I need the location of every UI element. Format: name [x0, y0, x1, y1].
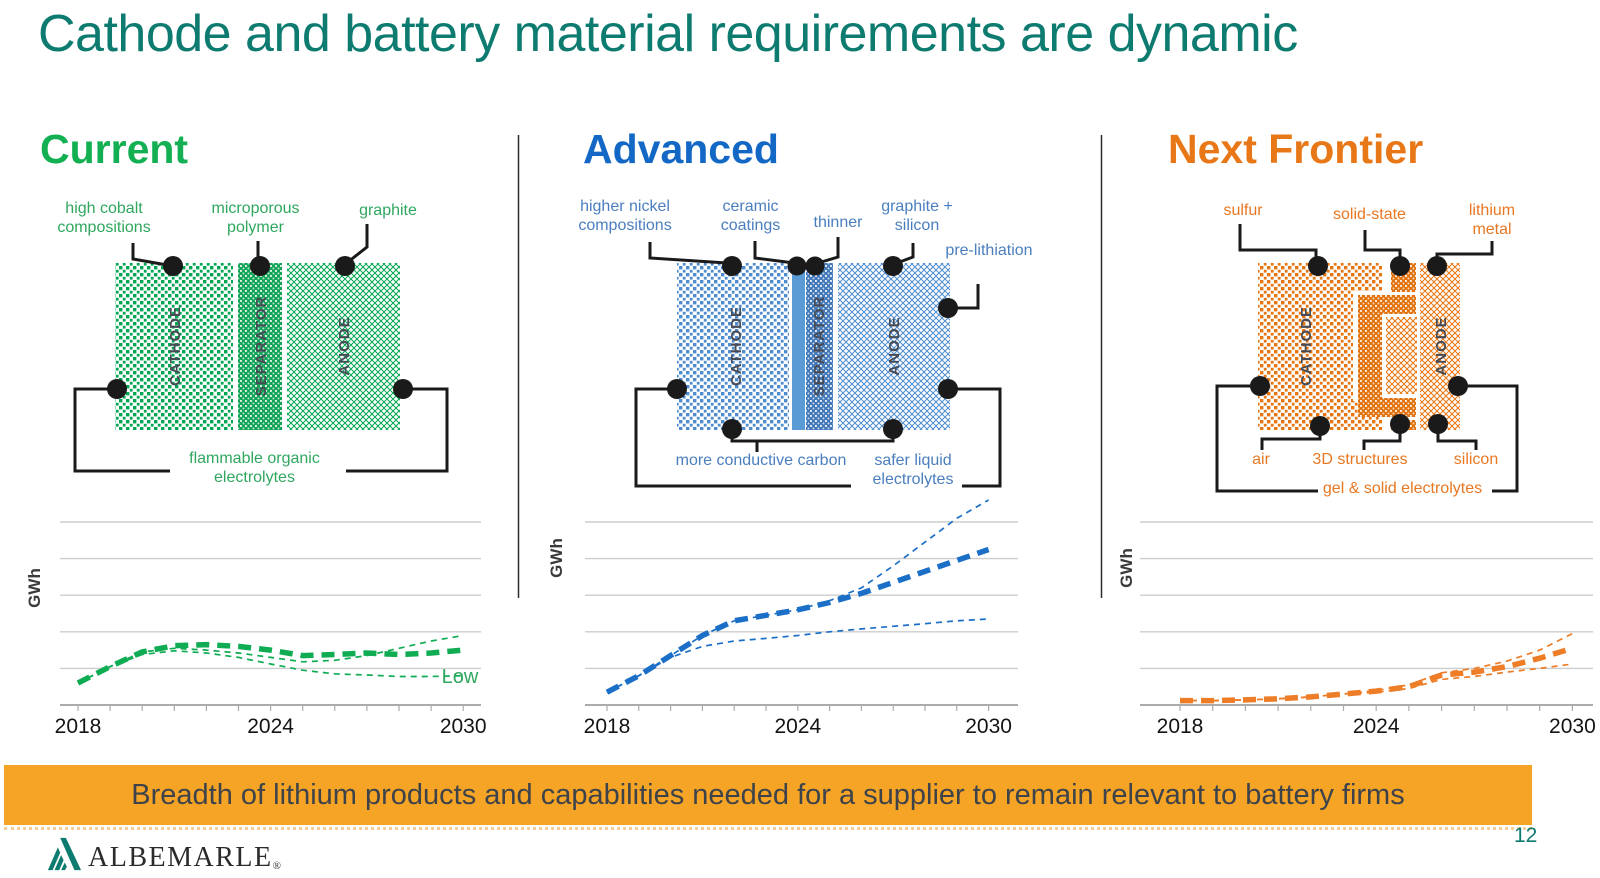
chart-next-frontier — [1140, 522, 1596, 738]
albemarle-logo — [46, 836, 281, 872]
series-base-demand — [1180, 648, 1572, 700]
callout-label-safer-electrolytes: safer liquid electrolytes — [872, 452, 954, 489]
y-axis-label-advanced: GWh — [547, 538, 566, 578]
callout-label-conductive-carbon: more conductive carbon — [675, 452, 847, 469]
panel-heading-current: Current — [40, 126, 189, 172]
callout-label-silicon: silicon — [1453, 451, 1499, 468]
cathode-label: CATHODE — [728, 305, 745, 387]
ceramic-coating-strip — [792, 263, 805, 430]
callout-label-graphite: graphite — [359, 202, 417, 219]
x-tick-label: 2030 — [965, 715, 1012, 738]
callout-label-air: air — [1252, 451, 1270, 468]
slide-title: Cathode and battery material requirements are dynamic — [38, 5, 1298, 63]
callout-label-high-cobalt: high cobalt compositions — [57, 200, 151, 237]
anode-interlock-tab — [1386, 317, 1417, 394]
panel-heading-advanced: Advanced — [583, 126, 779, 172]
albemarle-logo-icon — [46, 836, 82, 872]
callout-label-microporous-polymer: microporous polymer — [211, 200, 300, 237]
banner-dashed-underline — [4, 827, 1532, 830]
separator-label: SEPARATOR — [811, 295, 828, 397]
panel-heading-next-frontier: Next Frontier — [1168, 126, 1424, 172]
battery-diagram-next-frontier — [1217, 224, 1517, 491]
albemarle-logo-text: ALBEMARLE — [88, 842, 273, 873]
key-message-banner: Breadth of lithium products and capabilities needed for a supplier to remain relevant to battery firms — [4, 765, 1532, 825]
y-axis-label-next-frontier: GWh — [1117, 548, 1136, 588]
callout-label-graphite-silicon: graphite + silicon — [881, 198, 953, 235]
x-tick-label: 2024 — [774, 715, 822, 738]
callout-label-ceramic-coatings: ceramic coatings — [720, 198, 781, 235]
cathode-label: CATHODE — [1298, 305, 1315, 387]
anode-label: ANODE — [336, 316, 353, 376]
callout-label-gel-solid-electrolytes: gel & solid electrolytes — [1322, 480, 1483, 497]
page-number: 12 — [1514, 824, 1538, 847]
callout-label-sulfur: sulfur — [1223, 202, 1263, 219]
chart-advanced — [584, 500, 1018, 738]
x-tick-label: 2018 — [583, 715, 631, 738]
chart-current — [55, 522, 487, 738]
series-low-scenario — [1180, 664, 1572, 701]
callout-label-pre-lithiation: pre-lithiation — [945, 242, 1033, 259]
callout-label-lithium-metal: lithium metal — [1468, 202, 1516, 239]
series-base-demand — [607, 550, 989, 693]
x-tick-label: 2018 — [54, 715, 102, 738]
callout-label-higher-nickel: higher nickel compositions — [578, 198, 672, 235]
y-axis-label-current: GWh — [25, 568, 44, 608]
chart-annotation-low: Low — [441, 666, 479, 688]
x-tick-label: 2030 — [439, 715, 487, 738]
anode-label: ANODE — [886, 316, 903, 376]
x-tick-label: 2024 — [1352, 715, 1400, 738]
callout-label-thinner: thinner — [813, 214, 863, 231]
callout-label-flammable-electrolytes: flammable organic electrolytes — [189, 450, 320, 487]
series-low-scenario — [607, 619, 989, 692]
registered-mark: ® — [272, 860, 281, 872]
separator-label: SEPARATOR — [253, 295, 270, 397]
anode-label: ANODE — [1433, 316, 1450, 376]
battery-diagram-advanced — [636, 237, 1000, 486]
x-tick-label: 2018 — [1156, 715, 1204, 738]
x-tick-label: 2024 — [247, 715, 294, 738]
x-tick-label: 2030 — [1549, 715, 1596, 738]
callout-label-3d-structures: 3D structures — [1312, 451, 1408, 468]
series-high-scenario — [607, 500, 989, 692]
callout-label-solid-state: solid-state — [1333, 206, 1406, 223]
cathode-label: CATHODE — [167, 305, 184, 387]
battery-diagram-current — [75, 224, 447, 471]
